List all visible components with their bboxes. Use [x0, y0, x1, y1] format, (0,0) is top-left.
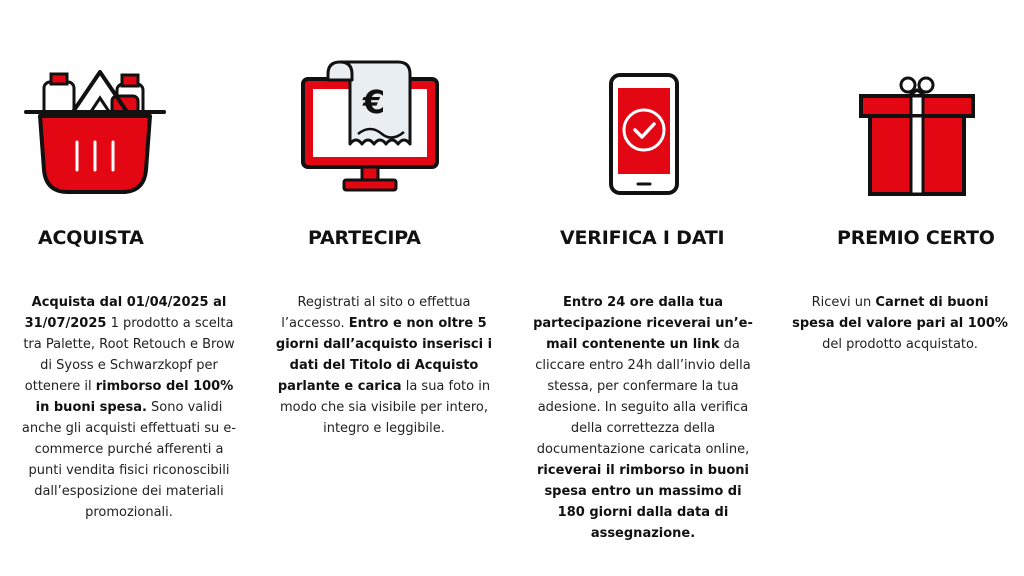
step-acquista: [0, 0, 256, 576]
description-text: da cliccare entro 24h dall’invio della stessa, per confermare la tua adesione. In seguito alla verifica della correttezza della documentazione caricata online,: [535, 337, 751, 457]
step-premio-certo: [768, 0, 1024, 576]
step-verifica: [512, 0, 768, 576]
step-description: [275, 292, 493, 439]
step-description: [792, 292, 1008, 355]
step-partecipa: [256, 0, 512, 576]
step-title: PARTECIPA: [308, 227, 421, 249]
step-description: [532, 292, 754, 544]
description-bold-text: Entro e non oltre 5 giorni dall’acquisto inserisci i dati del Titolo di Acquisto parlante e carica: [275, 316, 493, 394]
step-title: VERIFICA I DATI: [560, 227, 725, 249]
smartphone-check-icon: [608, 72, 680, 196]
description-text: Registrati al sito o effettua l’accesso.: [281, 295, 471, 331]
description-text: 1 prodotto a scelta tra Palette, Root Retouch e Brow di Syoss e Schwarzkopf per ottenere il: [23, 316, 235, 394]
description-text: Sono validi anche gli acquisti effettuati su e-commerce purché afferenti a punti vendita fisici riconoscibili dall’esposizione dei materiali promozionali.: [21, 400, 237, 520]
description-text: Ricevi un: [811, 295, 876, 310]
gift-box-icon: [858, 74, 976, 198]
description-text: la sua foto in modo che sia visibile per intero, integro e leggibile.: [279, 379, 491, 436]
description-bold-text: Acquista dal 01/04/2025 al 31/07/2025: [24, 295, 227, 331]
description-text: del prodotto acquistato.: [822, 337, 978, 352]
monitor-receipt-euro-icon: [300, 58, 440, 198]
description-bold-text: Carnet di buoni spesa del valore pari al 100%: [792, 295, 1008, 331]
description-bold-text: rimborso del 100% in buoni spesa.: [35, 379, 234, 415]
description-bold-text: riceverai il rimborso in buoni spesa entro un massimo di 180 giorni dalla data di assegnazione.: [537, 463, 749, 541]
step-title: ACQUISTA: [38, 227, 144, 249]
svg-text:€: €: [362, 83, 386, 121]
step-title: PREMIO CERTO: [837, 227, 995, 249]
description-bold-text: Entro 24 ore dalla tua partecipazione riceverai un’e-mail contenente un link: [533, 295, 753, 352]
step-description: [20, 292, 238, 523]
shopping-basket-icon: [22, 68, 168, 198]
